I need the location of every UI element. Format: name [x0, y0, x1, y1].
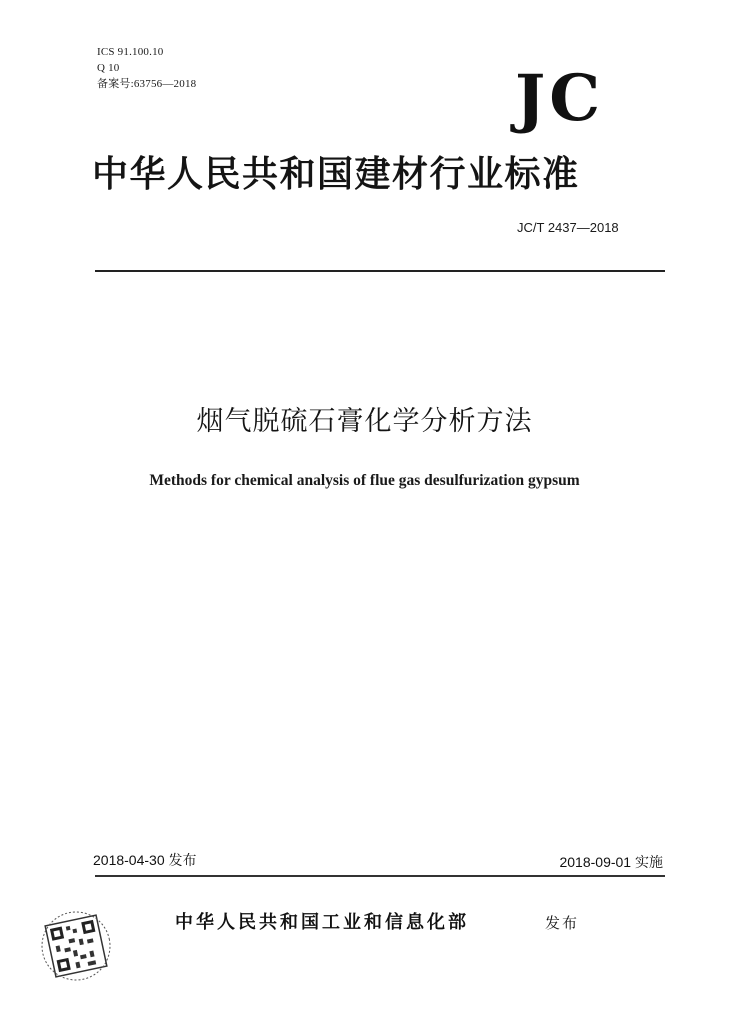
standard-metadata: [97, 44, 196, 92]
organization-title: 中华人民共和国建材行业标准: [92, 154, 580, 195]
ics-code: ICS 91.100.10: [97, 46, 164, 58]
filing-number: 备案号:63756—2018: [97, 78, 197, 90]
qr-code-stamp: [40, 910, 112, 982]
publish-label: 发布: [545, 914, 580, 932]
jc-logo: JC: [515, 61, 605, 136]
footer-divider: [95, 875, 665, 877]
document-title-english: Methods for chemical analysis of flue gas desulfurization gypsum: [149, 472, 580, 489]
header-divider: [95, 270, 665, 272]
classification-code: Q 10: [97, 62, 120, 74]
effective-date: 2018-09-01 实施: [559, 854, 663, 870]
standard-number: JC/T 2437—2018: [517, 220, 619, 235]
issue-date: 2018-04-30 发布: [93, 852, 197, 868]
document-title-chinese: 烟气脱硫石膏化学分析方法: [196, 406, 533, 437]
publisher-name: 中华人民共和国工业和信息化部: [175, 912, 469, 933]
